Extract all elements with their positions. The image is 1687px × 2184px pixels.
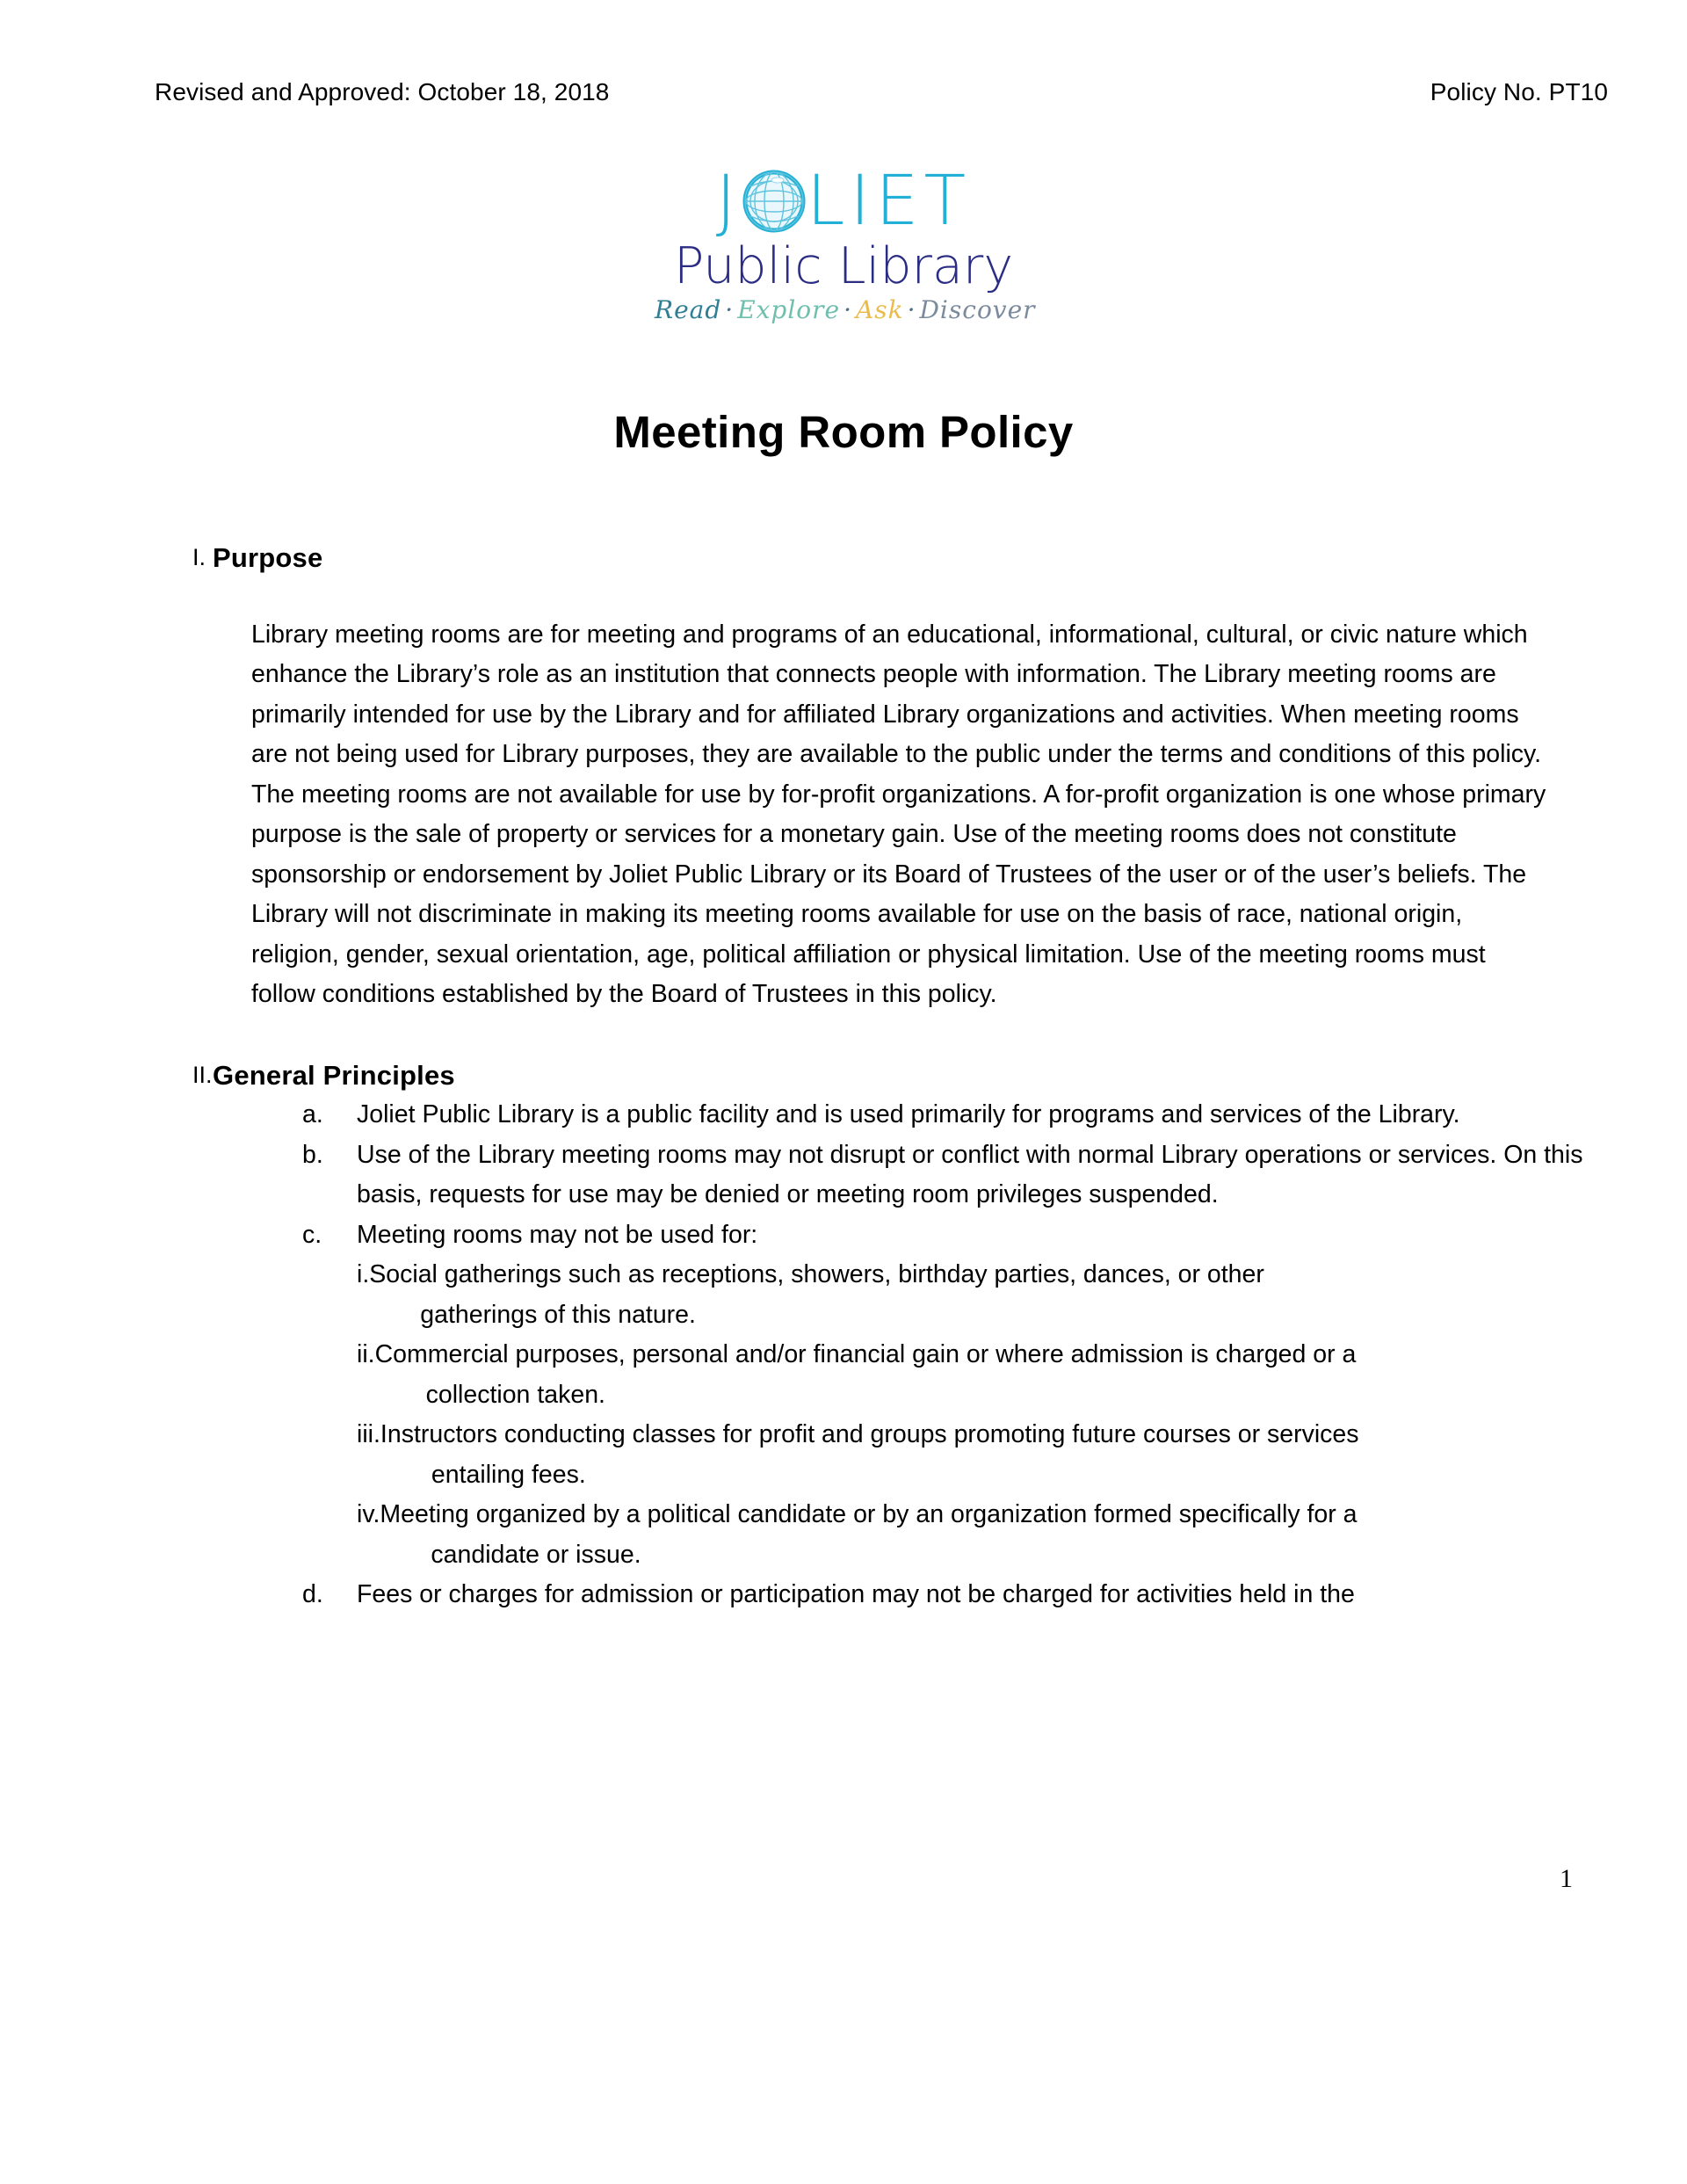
list-item [155,1415,1617,1495]
logo-wordmark [655,162,1032,241]
list-marker-d: d. [302,1580,323,1608]
list-text-b: Use of the Library meeting rooms may not disrupt or conflict with normal Library operations or services. On this basis, requests for use may be denied or meeting room privileges suspended. [357,1140,1583,1208]
list-item [155,1495,1617,1575]
document-header [155,77,1617,107]
logo-tagline [655,295,1036,325]
list-item [155,1136,1617,1215]
document-body [155,538,1617,1615]
list-text-ii [375,1335,1509,1415]
purpose-paragraph: Library meeting rooms are for meeting and programs of an educational, informational, cultural, or civic nature which enhance the Library’s role as an institution that connects people with information. The Library meeting rooms are primarily intended for use by the Library and for affiliated Library organizations and activities. When meeting rooms are not being used for Library purposes, they are available to the public under the terms and conditions of this policy. The meeting rooms are not available for use by for-profit organizations. A for-profit organization is one whose primary purpose is the sale of property or services for a monetary gain. Use of the meeting rooms does not constitute sponsorship or endorsement by Joliet Public Library or its Board of Trustees of the user or of the user’s beliefs. The Library will not discriminate in making its meeting rooms available for use on the basis of race, national origin, religion, gender, sexual orientation, age, political affiliation or physical limitation. Use of the meeting rooms must follow conditions established by the Board of Trustees in this policy. [251,620,1546,1008]
list-item [155,1095,1617,1136]
list-item [155,1215,1617,1256]
header-policy-number: Policy No. PT10 [1430,78,1608,105]
tagline-explore: Explore [737,295,841,324]
tagline-discover: Discover [919,295,1036,324]
list-item [155,1575,1617,1615]
list-text-iii-cont: entailing fees. [431,1460,586,1489]
list-text-d: Fees or charges for admission or participation may not be charged for activities held in the [357,1580,1355,1608]
list-item [155,1255,1617,1335]
logo-letter-j: J [715,162,742,241]
page-title: Meeting Room Policy [613,407,1074,457]
list-text-i-lead: Social gatherings such as receptions, showers, birthday parties, dances, or other [369,1260,1264,1288]
list-item [155,1335,1617,1415]
globe-icon [742,167,807,236]
list-text-ii-lead: Commercial purposes, personal and/or financial gain or where admission is charged or a [374,1340,1357,1368]
list-text-iii-lead: Instructors conducting classes for profit and groups promoting future courses or services [380,1420,1359,1448]
section-title-1: Purpose [213,542,323,573]
section-heading-purpose [155,538,1617,578]
roman-sublist-container [155,1255,1617,1575]
section-numeral-2: II. [192,1061,213,1088]
section-heading-general-principles [155,1056,1617,1096]
prohibited-uses-list [155,1255,1617,1575]
tagline-read: Read [655,295,722,324]
list-text-i-cont: gatherings of this nature. [420,1300,696,1329]
list-marker-a: a. [302,1100,323,1128]
list-text-iii [380,1415,1514,1495]
general-principles-list [155,1095,1617,1615]
list-marker-c: c. [302,1220,322,1249]
page-number: 1 [1560,1864,1573,1893]
list-text-iv-lead: Meeting organized by a political candidate or by an organization formed specifically for a [380,1500,1358,1528]
header-revision-date: Revised and Approved: October 18, 2018 [155,78,610,105]
list-marker-iv: iv. [357,1500,380,1528]
tagline-separator-3: · [907,295,916,324]
list-marker-ii: ii. [357,1340,375,1368]
list-text-a: Joliet Public Library is a public facility and is used primarily for programs and services of the Library. [357,1100,1460,1128]
library-logo [0,162,1687,325]
list-text-iv-cont: candidate or issue. [431,1540,641,1569]
logo-letters-liet: LIET [806,162,972,241]
list-text-i [369,1255,1502,1335]
section-numeral-1: I. [192,544,206,570]
list-marker-b: b. [302,1140,323,1169]
section-title-2: General Principles [213,1059,455,1091]
tagline-ask: Ask [856,295,904,324]
list-marker-iii: iii. [357,1420,380,1448]
logo-subtitle: Public Library [673,237,1014,295]
list-text-ii-cont: collection taken. [425,1380,605,1409]
list-text-c: Meeting rooms may not be used for: [357,1220,758,1249]
list-text-iv [380,1495,1513,1575]
tagline-separator-2: · [844,295,853,324]
tagline-separator-1: · [725,295,735,324]
list-marker-i: i. [357,1260,370,1288]
